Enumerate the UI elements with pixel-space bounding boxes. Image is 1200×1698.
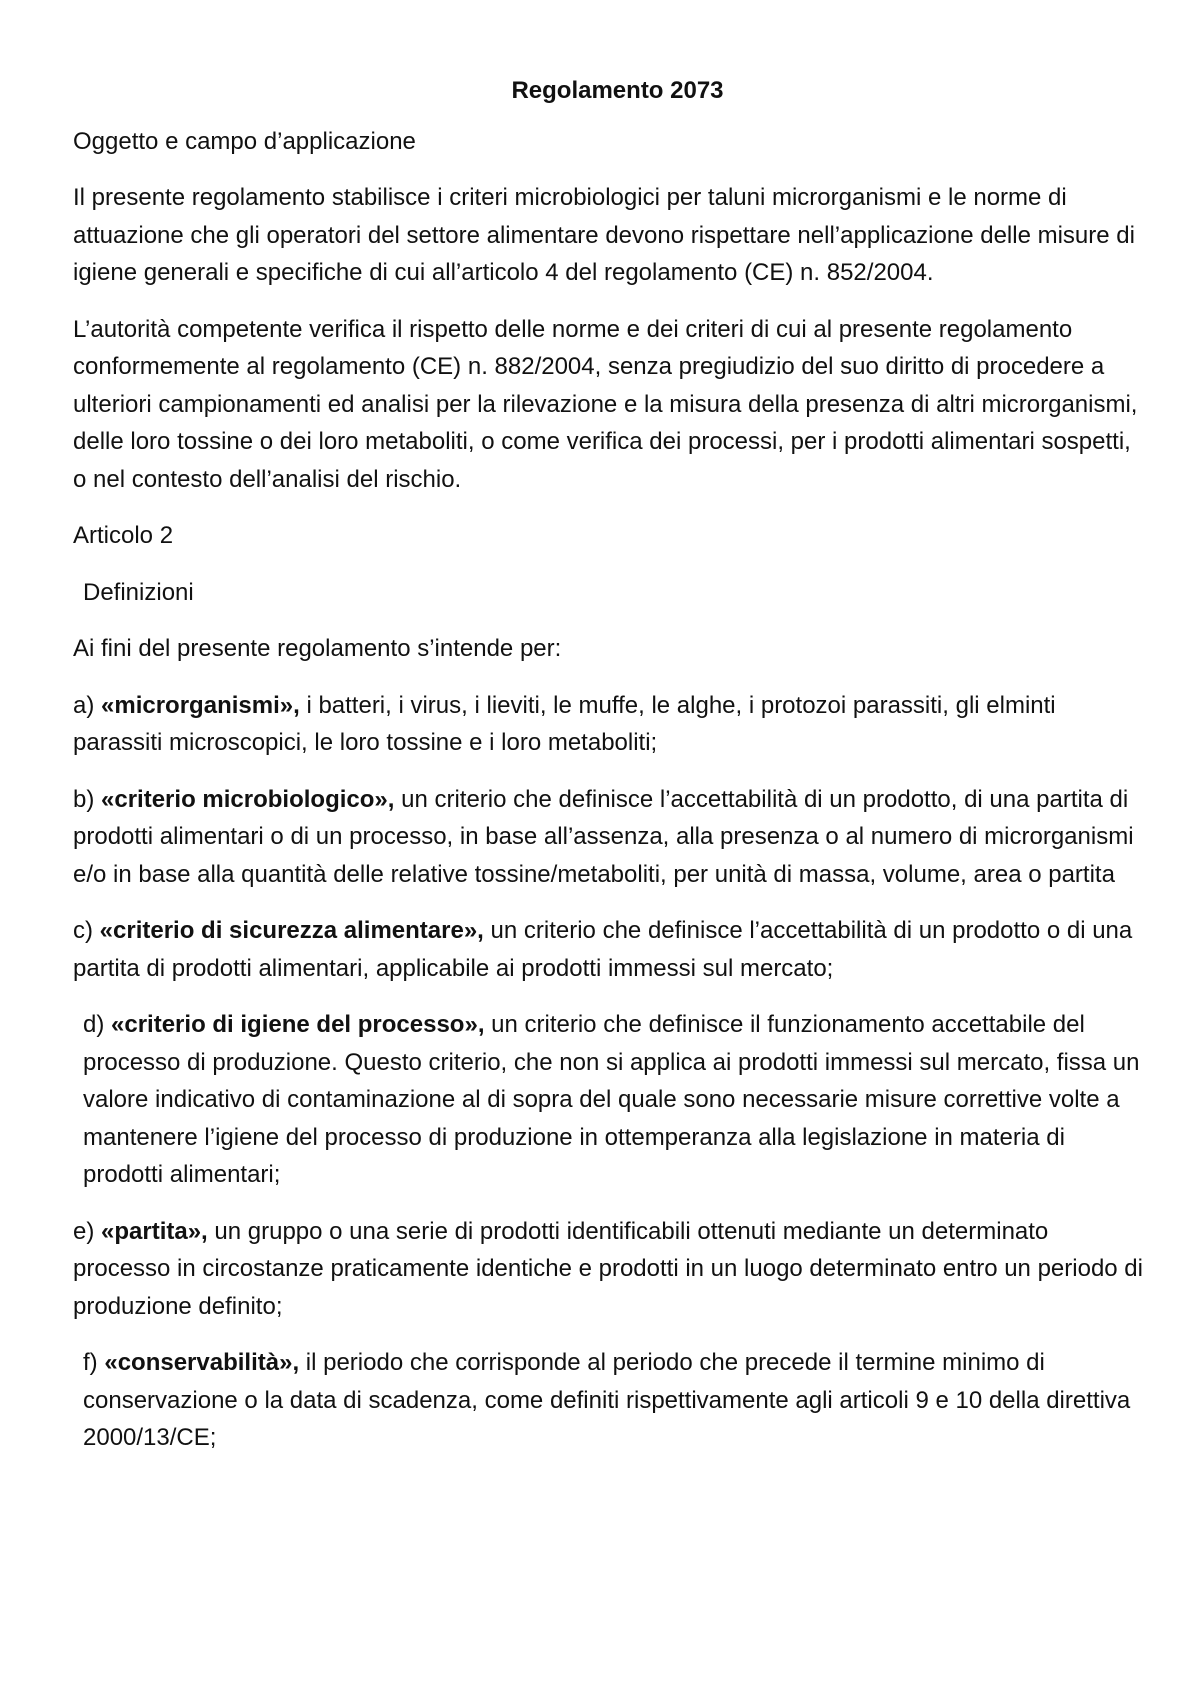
- article-subheading: Definizioni: [83, 578, 194, 606]
- definitions-intro: Ai fini del presente regolamento s’intende per:: [73, 635, 562, 662]
- definition-letter: b): [73, 785, 95, 813]
- definition-text: il periodo che corrisponde al periodo che precede il termine minimo di conservazione o la data di scadenza, come definiti rispettivamente agli articoli 9 e 10 della direttiva 2000/13/CE;: [83, 1349, 1131, 1451]
- definition-term: «conservabilità»,: [104, 1349, 300, 1376]
- definition-letter: f): [83, 1349, 98, 1376]
- paragraph-2: L’autorità competente verifica il rispetto delle norme e dei criteri di cui al presente regolamento conformemente al regolamento (CE) n. 882/2004, senza pregiudizio del suo diritto di procedere a ulteriori campionamenti ed analisi per la rilevazione e la misura della presenza di altri microrganismi, delle loro tossine o dei loro metaboliti, o come verifica dei processi, per i prodotti alimentari sospetti, o nel contesto dell’analisi del rischio.: [73, 315, 1138, 493]
- document-title: Regolamento 2073: [511, 77, 724, 104]
- definition-term: «criterio di igiene del processo»,: [111, 1011, 485, 1038]
- definition-term: «criterio microbiologico»,: [101, 785, 395, 813]
- section-heading: Oggetto e campo d’applicazione: [73, 127, 416, 155]
- definition-letter: d): [83, 1011, 105, 1038]
- definition-term: «microrganismi»,: [101, 691, 300, 719]
- definition-term: «criterio di sicurezza alimentare»,: [99, 917, 484, 944]
- definition-letter: e): [73, 1217, 95, 1245]
- article-heading: Articolo 2: [73, 522, 174, 549]
- definition-text: i batteri, i virus, i lieviti, le muffe, le alghe, i protozoi parassiti, gli elminti parassiti microscopici, le loro tossine e i loro metaboliti;: [73, 691, 1056, 756]
- definition-text: un criterio che definisce l’accettabilità di un prodotto o di una partita di prodotti alimentari, applicabile ai prodotti immessi sul mercato;: [73, 917, 1133, 982]
- definition-letter: a): [73, 691, 95, 719]
- definition-a: [73, 687, 1150, 762]
- definition-text: un gruppo o una serie di prodotti identificabili ottenuti mediante un determinato processo in circostanze praticamente identiche e prodotti in un luogo determinato entro un periodo di produzione definito;: [73, 1217, 1143, 1320]
- definition-d: [73, 1006, 1150, 1194]
- definition-text: un criterio che definisce l’accettabilità di un prodotto, di una partita di prodotti alimentari o di un processo, in base all’assenza, alla presenza o al numero di microrganismi e/o in base alla quantità delle relative tossine/metaboliti, per unità di massa, volume, area o partita: [73, 785, 1134, 888]
- definition-letter: c): [73, 917, 93, 944]
- definition-c: [73, 912, 1150, 987]
- paragraph-1: Il presente regolamento stabilisce i criteri microbiologici per taluni microrganismi e le norme di attuazione che gli operatori del settore alimentare devono rispettare nell’applicazione delle misure di igiene generali e specifiche di cui all’articolo 4 del regolamento (CE) n. 852/2004.: [73, 184, 1135, 286]
- definition-text: un criterio che definisce il funzionamento accettabile del processo di produzione. Questo criterio, che non si applica ai prodotti immessi sul mercato, fissa un valore indicativo di contaminazione al di sopra del quale sono necessarie misure correttive volte a mantenere l’igiene del processo di produzione in ottemperanza alla legislazione in materia di prodotti alimentari;: [83, 1011, 1140, 1188]
- definition-term: «partita»,: [101, 1217, 208, 1245]
- definition-f: [73, 1344, 1150, 1457]
- definition-b: [73, 781, 1150, 894]
- definition-e: [73, 1213, 1150, 1326]
